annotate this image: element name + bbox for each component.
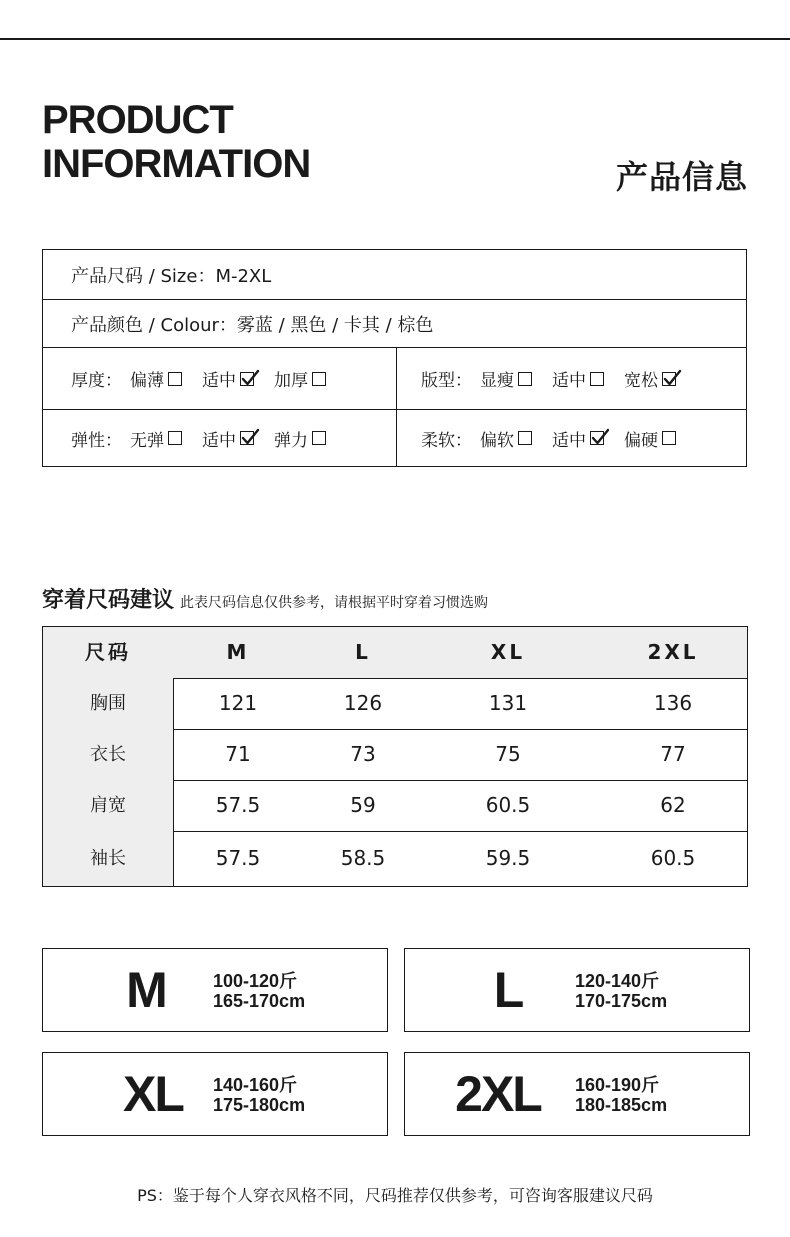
table-cell: 136	[653, 691, 693, 715]
size-card-weight: 160-190斤	[575, 1075, 660, 1095]
size-range-text: 产品尺码 / Size：M-2XL	[71, 265, 272, 287]
softness-option-label: 偏硬	[624, 430, 658, 451]
softness-attribute	[397, 409, 746, 467]
table-row-divider	[173, 780, 747, 781]
thickness-option-label: 适中	[202, 371, 236, 391]
size-card-size: 2XL	[455, 1066, 541, 1122]
elasticity-option-label: 无弹	[130, 430, 164, 451]
softness-option-label: 偏软	[480, 430, 514, 451]
fit-option-label: 适中	[552, 371, 586, 391]
fit-option-label: 显瘦	[480, 371, 514, 391]
checked-checkbox-icon	[590, 431, 604, 445]
empty-checkbox-icon	[168, 372, 182, 386]
table-cell: 71	[225, 742, 251, 766]
size-card-l	[404, 948, 750, 1032]
thickness-option	[202, 366, 254, 391]
colour-row	[43, 300, 746, 348]
attribute-row-2	[43, 409, 746, 467]
table-cell: 77	[660, 742, 686, 766]
table-cell: 75	[495, 742, 521, 766]
checked-checkbox-icon	[240, 372, 254, 386]
table-cell: 62	[660, 793, 686, 817]
table-cell: 121	[218, 691, 258, 715]
empty-checkbox-icon	[312, 372, 326, 386]
checked-checkbox-icon	[662, 372, 676, 386]
page-title-en	[42, 98, 310, 186]
attribute-row-1	[43, 348, 746, 410]
table-row-header: 肩宽	[90, 795, 126, 816]
thickness-attribute	[43, 348, 397, 409]
table-size-header: L	[355, 640, 371, 664]
size-card-weight: 100-120斤	[213, 971, 298, 991]
page-title-cn: 产品信息	[615, 158, 748, 196]
fit-option	[624, 366, 676, 391]
size-card-height: 165-170cm	[213, 991, 306, 1011]
table-cell: 58.5	[340, 846, 386, 870]
size-range-row	[43, 250, 746, 300]
fit-attribute	[397, 348, 746, 409]
table-cell: 57.5	[215, 793, 261, 817]
fit-option	[552, 366, 604, 391]
title-line-1: PRODUCT	[42, 98, 233, 142]
size-table	[42, 626, 748, 887]
size-recommendation-title: 穿着尺码建议	[42, 588, 175, 613]
elasticity-option-label: 弹力	[274, 430, 308, 451]
table-cell: 60.5	[650, 846, 696, 870]
table-cell: 60.5	[485, 793, 531, 817]
thickness-option-label: 偏薄	[130, 371, 164, 391]
table-cell: 126	[343, 691, 383, 715]
table-row-divider	[173, 729, 747, 730]
title-line-2: INFORMATION	[42, 142, 311, 186]
thickness-option	[274, 366, 326, 391]
table-cell: 73	[350, 742, 376, 766]
size-card-size: XL	[123, 1066, 183, 1122]
checked-checkbox-icon	[240, 431, 254, 445]
table-row-header: 袖长	[90, 848, 126, 869]
empty-checkbox-icon	[590, 372, 604, 386]
elasticity-option	[202, 426, 254, 451]
fit-label: 版型：	[421, 371, 472, 391]
softness-label: 柔软：	[421, 430, 472, 451]
table-row-divider	[173, 678, 747, 679]
elasticity-label: 弹性：	[71, 430, 122, 451]
empty-checkbox-icon	[518, 372, 532, 386]
table-cell: 57.5	[215, 846, 261, 870]
fit-option-label: 宽松	[624, 371, 658, 391]
size-card-2xl	[404, 1052, 750, 1136]
table-cell: 131	[488, 691, 528, 715]
empty-checkbox-icon	[312, 431, 326, 445]
table-corner-header: 尺码	[85, 640, 131, 664]
size-card-height: 175-180cm	[213, 1095, 306, 1115]
empty-checkbox-icon	[168, 431, 182, 445]
size-card-size: L	[493, 962, 523, 1018]
top-divider	[0, 38, 790, 40]
thickness-option	[130, 366, 182, 391]
fit-option	[480, 366, 532, 391]
elasticity-option-label: 适中	[202, 430, 236, 451]
size-card-m	[42, 948, 388, 1032]
table-cell: 59	[350, 793, 376, 817]
empty-checkbox-icon	[662, 431, 676, 445]
softness-option	[552, 426, 604, 451]
table-row-divider	[173, 831, 747, 832]
size-recommendation-subtitle: 此表尺码信息仅供参考，请根据平时穿着习惯选购	[180, 595, 489, 611]
size-card-weight: 140-160斤	[213, 1075, 298, 1095]
size-card-size: M	[126, 962, 166, 1018]
softness-option-label: 适中	[552, 430, 586, 451]
table-size-header: M	[226, 640, 250, 664]
elasticity-attribute	[43, 409, 397, 467]
elasticity-option	[130, 426, 182, 451]
thickness-option-label: 加厚	[274, 371, 308, 391]
product-info-box	[42, 249, 747, 467]
size-card-height: 170-175cm	[575, 991, 668, 1011]
thickness-label: 厚度：	[71, 371, 122, 391]
footer-note: PS：鉴于每个人穿衣风格不同，尺码推荐仅供参考，可咨询客服建议尺码	[137, 1186, 653, 1205]
colour-text: 产品颜色 / Colour：雾蓝 / 黑色 / 卡其 / 棕色	[71, 314, 434, 336]
empty-checkbox-icon	[518, 431, 532, 445]
table-row-header: 胸围	[90, 693, 126, 714]
table-size-header: XL	[490, 640, 526, 664]
softness-option	[624, 426, 676, 451]
size-card-height: 180-185cm	[575, 1095, 668, 1115]
table-cell: 59.5	[485, 846, 531, 870]
table-row-header: 衣长	[90, 744, 126, 765]
size-card-weight: 120-140斤	[575, 971, 660, 991]
size-recommendation-heading	[42, 583, 488, 614]
elasticity-option	[274, 426, 326, 451]
softness-option	[480, 426, 532, 451]
table-size-header: 2XL	[647, 640, 699, 664]
size-card-xl	[42, 1052, 388, 1136]
attribute-grid	[43, 348, 746, 466]
